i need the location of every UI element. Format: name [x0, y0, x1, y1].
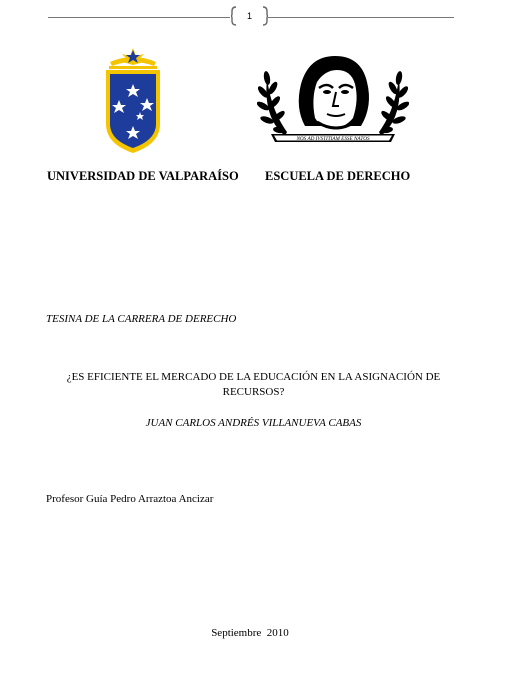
- thesis-title-line1: ¿ES EFICIENTE EL MERCADO DE LA EDUCACIÓN EN LA ASIGNACIÓN DE: [66, 371, 441, 383]
- seal-motto: NOS AD IVSTITIAM ESSE NATOS: [296, 136, 370, 142]
- university-shield-logo: [100, 44, 166, 161]
- header-rule-left: [48, 17, 230, 18]
- author-name: JUAN CARLOS ANDRÉS VILLANUEVA CABAS: [145, 417, 362, 429]
- thesis-title-line2: RECURSOS?: [222, 386, 285, 398]
- page-number-box: [231, 5, 268, 27]
- document-date: Septiembre 2010: [211, 627, 289, 639]
- header-rule-right: [268, 17, 454, 18]
- page-number: 1: [246, 11, 252, 21]
- school-name: ESCUELA DE DERECHO: [265, 169, 411, 183]
- university-name: UNIVERSIDAD DE VALPARAÍSO: [47, 169, 239, 183]
- advisor-name: Profesor Guía Pedro Arraztoa Ancizar: [46, 493, 214, 505]
- document-type: TESINA DE LA CARRERA DE DERECHO: [46, 313, 237, 325]
- law-school-seal-logo: [257, 48, 409, 155]
